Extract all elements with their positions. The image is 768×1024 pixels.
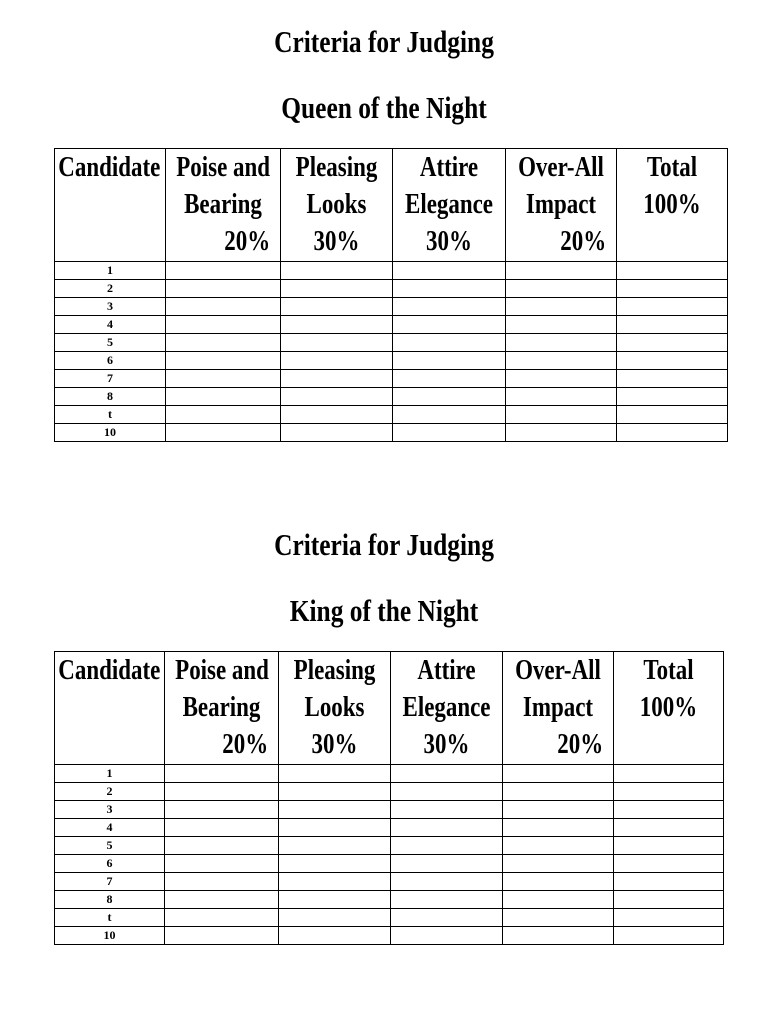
header-line: 100% [643,189,701,220]
total-score-cell[interactable] [614,855,724,873]
column-header-total [617,149,728,262]
header-line: 100% [639,692,698,723]
looks-score-cell[interactable] [281,388,393,406]
column-header-total [614,652,724,765]
looks-score-cell[interactable] [281,334,393,352]
queen-score-table [54,148,728,442]
header-line: Bearing [182,692,261,723]
table-row [55,765,724,783]
table-row [55,424,728,442]
looks-score-cell[interactable] [279,801,391,819]
header-row [55,149,728,262]
column-header-attire [391,652,503,765]
impact-score-cell[interactable] [503,837,614,855]
header-line: Over-All [518,152,604,183]
king-title: King of the Night [289,593,479,628]
poise-score-cell[interactable] [166,352,281,370]
impact-score-cell[interactable] [503,783,614,801]
poise-score-cell[interactable] [165,837,279,855]
column-header-poise [165,652,279,765]
header-line: Poise and [175,655,269,686]
header-line: Attire [417,655,476,686]
total-score-cell[interactable] [617,370,728,388]
attire-score-cell[interactable] [393,334,506,352]
impact-score-cell[interactable] [506,370,617,388]
queen-table-body [55,262,728,442]
table-row [55,855,724,873]
attire-score-cell[interactable] [391,765,503,783]
column-header-attire [393,149,506,262]
attire-score-cell[interactable] [391,873,503,891]
total-score-cell[interactable] [617,406,728,424]
table-row [55,298,728,316]
attire-score-cell[interactable] [393,388,506,406]
looks-score-cell[interactable] [281,280,393,298]
table-row [55,801,724,819]
column-header-impact [503,652,614,765]
poise-score-cell[interactable] [165,801,279,819]
attire-score-cell[interactable] [391,837,503,855]
looks-score-cell[interactable] [279,783,391,801]
table-row [55,262,728,280]
table-row [55,316,728,334]
candidate-number: 10 [55,424,166,442]
candidate-number: 6 [55,855,165,873]
candidate-number: 4 [55,819,165,837]
impact-score-cell[interactable] [503,909,614,927]
poise-score-cell[interactable] [166,280,281,298]
poise-score-cell[interactable] [166,388,281,406]
poise-score-cell[interactable] [165,927,279,945]
header-line: Total [643,655,694,686]
attire-score-cell[interactable] [391,819,503,837]
header-percent: 20% [224,226,271,257]
poise-score-cell[interactable] [166,316,281,334]
header-line: Looks [306,189,367,220]
table-row [55,873,724,891]
total-score-cell[interactable] [614,783,724,801]
total-score-cell[interactable] [614,909,724,927]
impact-score-cell[interactable] [506,406,617,424]
candidate-number: t [55,406,166,424]
poise-score-cell[interactable] [165,783,279,801]
table-row [55,388,728,406]
attire-score-cell[interactable] [391,891,503,909]
looks-score-cell[interactable] [279,837,391,855]
poise-score-cell[interactable] [166,298,281,316]
total-score-cell[interactable] [614,873,724,891]
header-line: Impact [525,189,597,220]
header-percent: 30% [423,729,470,760]
total-score-cell[interactable] [617,280,728,298]
poise-score-cell[interactable] [165,855,279,873]
header-line: Looks [304,692,365,723]
candidate-number: 1 [55,262,166,280]
table-row [55,909,724,927]
header-line: Candidate [58,655,161,686]
impact-score-cell[interactable] [506,298,617,316]
attire-score-cell[interactable] [393,370,506,388]
impact-score-cell[interactable] [506,262,617,280]
looks-score-cell[interactable] [279,819,391,837]
header-line: Total [646,152,698,183]
column-header-candidate [55,149,166,262]
looks-score-cell[interactable] [281,298,393,316]
total-score-cell[interactable] [614,819,724,837]
candidate-number: 10 [55,927,165,945]
poise-score-cell[interactable] [165,891,279,909]
header-line: Bearing [184,189,262,220]
looks-score-cell[interactable] [281,316,393,334]
total-score-cell[interactable] [617,388,728,406]
header-line: Attire [419,152,479,183]
attire-score-cell[interactable] [391,855,503,873]
looks-score-cell[interactable] [279,891,391,909]
impact-score-cell[interactable] [506,352,617,370]
candidate-number: 3 [55,298,166,316]
impact-score-cell[interactable] [503,927,614,945]
candidate-number: 5 [55,334,166,352]
attire-score-cell[interactable] [393,316,506,334]
looks-score-cell[interactable] [281,406,393,424]
impact-score-cell[interactable] [506,334,617,352]
total-score-cell[interactable] [617,334,728,352]
column-header-looks [279,652,391,765]
total-score-cell[interactable] [617,298,728,316]
table-row [55,927,724,945]
poise-score-cell[interactable] [166,262,281,280]
header-line: Pleasing [293,655,376,686]
table-row [55,783,724,801]
header-percent: 30% [311,729,358,760]
column-header-poise [166,149,281,262]
criteria-heading: Criteria for Judging [274,527,494,562]
header-percent: 30% [426,226,472,257]
header-percent: 20% [560,226,607,257]
looks-score-cell[interactable] [281,262,393,280]
looks-score-cell[interactable] [281,424,393,442]
attire-score-cell[interactable] [393,262,506,280]
looks-score-cell[interactable] [279,927,391,945]
candidate-number: 2 [55,280,166,298]
looks-score-cell[interactable] [281,352,393,370]
looks-score-cell[interactable] [279,855,391,873]
looks-score-cell[interactable] [279,909,391,927]
total-score-cell[interactable] [614,837,724,855]
attire-score-cell[interactable] [393,424,506,442]
poise-score-cell[interactable] [165,765,279,783]
poise-score-cell[interactable] [165,909,279,927]
candidate-number: 7 [55,370,166,388]
attire-score-cell[interactable] [391,783,503,801]
attire-score-cell[interactable] [393,352,506,370]
table-row [55,891,724,909]
attire-score-cell[interactable] [391,927,503,945]
table-row [55,334,728,352]
header-line: Pleasing [295,152,378,183]
attire-score-cell[interactable] [391,909,503,927]
total-score-cell[interactable] [617,352,728,370]
poise-score-cell[interactable] [166,406,281,424]
table-row [55,406,728,424]
queen-title: Queen of the Night [281,90,487,125]
impact-score-cell[interactable] [506,424,617,442]
impact-score-cell[interactable] [506,280,617,298]
candidate-number: 7 [55,873,165,891]
impact-score-cell[interactable] [503,765,614,783]
impact-score-cell[interactable] [503,801,614,819]
attire-score-cell[interactable] [393,298,506,316]
poise-score-cell[interactable] [166,424,281,442]
candidate-number: 4 [55,316,166,334]
total-score-cell[interactable] [614,927,724,945]
criteria-heading: Criteria for Judging [274,24,494,59]
candidate-number: t [55,909,165,927]
candidate-number: 1 [55,765,165,783]
header-line: Candidate [58,152,161,183]
impact-score-cell[interactable] [503,873,614,891]
king-table-body [55,765,724,945]
poise-score-cell[interactable] [165,819,279,837]
total-score-cell[interactable] [614,765,724,783]
total-score-cell[interactable] [617,316,728,334]
table-row [55,837,724,855]
header-row [55,652,724,765]
poise-score-cell[interactable] [166,370,281,388]
table-row [55,370,728,388]
attire-score-cell[interactable] [391,801,503,819]
candidate-number: 2 [55,783,165,801]
looks-score-cell[interactable] [279,765,391,783]
total-score-cell[interactable] [614,891,724,909]
column-header-impact [506,149,617,262]
header-line: Elegance [405,189,493,220]
poise-score-cell[interactable] [165,873,279,891]
header-line: Elegance [402,692,491,723]
header-line: Impact [522,692,594,723]
looks-score-cell[interactable] [281,370,393,388]
looks-score-cell[interactable] [279,873,391,891]
header-percent: 20% [557,729,604,760]
candidate-number: 5 [55,837,165,855]
candidate-number: 3 [55,801,165,819]
header-line: Poise and [176,152,271,183]
impact-score-cell[interactable] [506,388,617,406]
column-header-candidate [55,652,165,765]
king-score-table [54,651,724,945]
attire-score-cell[interactable] [393,406,506,424]
header-percent: 20% [222,729,269,760]
table-row [55,280,728,298]
table-row [55,819,724,837]
impact-score-cell[interactable] [506,316,617,334]
total-score-cell[interactable] [617,424,728,442]
attire-score-cell[interactable] [393,280,506,298]
impact-score-cell[interactable] [503,891,614,909]
poise-score-cell[interactable] [166,334,281,352]
header-percent: 30% [313,226,360,257]
total-score-cell[interactable] [617,262,728,280]
candidate-number: 6 [55,352,166,370]
impact-score-cell[interactable] [503,855,614,873]
candidate-number: 8 [55,388,166,406]
total-score-cell[interactable] [614,801,724,819]
header-line: Over-All [515,655,601,686]
table-row [55,352,728,370]
column-header-looks [281,149,393,262]
candidate-number: 8 [55,891,165,909]
impact-score-cell[interactable] [503,819,614,837]
